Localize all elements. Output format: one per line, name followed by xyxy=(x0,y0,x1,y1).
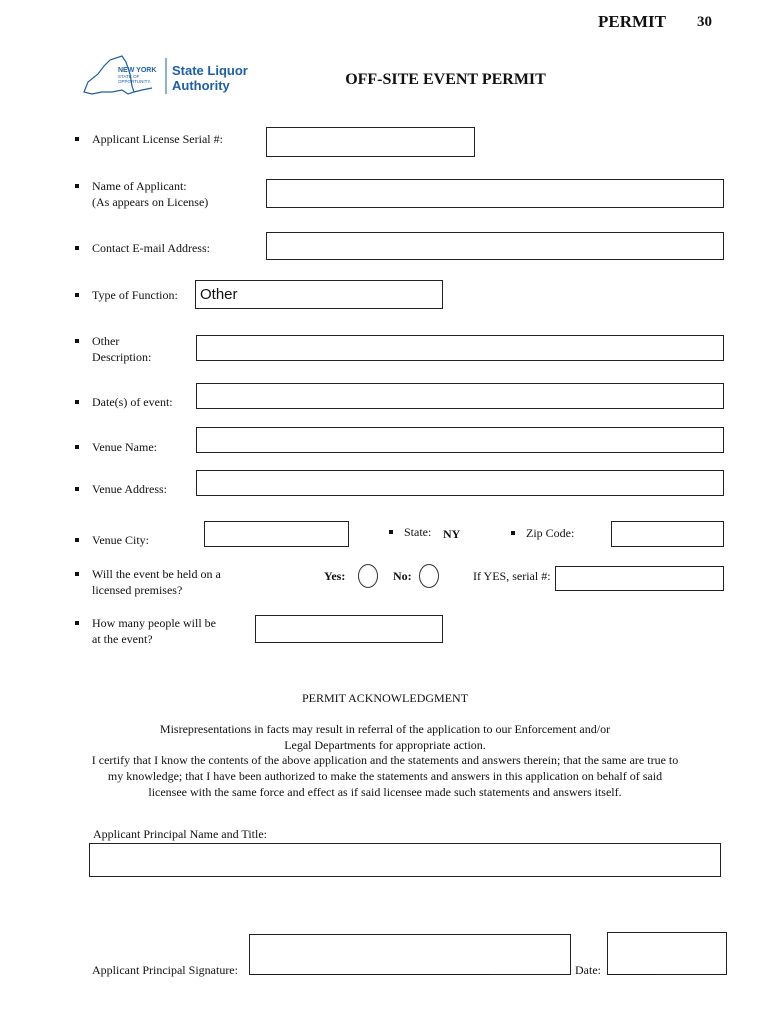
event-dates-field[interactable] xyxy=(196,383,724,409)
venue-address-input[interactable] xyxy=(197,471,723,495)
logo-state-line1: NEW YORK xyxy=(118,67,157,74)
other-description-label-line1: Other xyxy=(92,334,120,348)
logo-agency-line1: State Liquor xyxy=(172,63,248,78)
bullet-icon xyxy=(75,137,79,141)
bullet-icon xyxy=(511,531,515,535)
licensed-premises-label-line2: licensed premises? xyxy=(92,583,183,597)
bullet-icon xyxy=(75,621,79,625)
license-serial-label: Applicant License Serial #: xyxy=(92,132,223,146)
function-type-input[interactable] xyxy=(196,281,442,308)
event-dates-input[interactable] xyxy=(197,384,723,408)
other-description-label-line2: Description: xyxy=(92,350,152,364)
date-line: ________ xyxy=(609,962,657,976)
license-serial-field[interactable] xyxy=(266,127,475,157)
bullet-icon xyxy=(75,487,79,491)
date-label: Date: xyxy=(575,963,601,977)
function-type-field[interactable] xyxy=(195,280,443,309)
form-name: PERMIT xyxy=(598,12,666,31)
yes-radio[interactable] xyxy=(358,564,378,588)
attendance-label-line1: How many people will be xyxy=(92,616,216,630)
event-dates-label: Date(s) of event: xyxy=(92,395,173,409)
signature-line: ________________________________________ xyxy=(252,962,492,976)
venue-city-field[interactable] xyxy=(204,521,349,547)
zip-code-field[interactable] xyxy=(611,521,724,547)
logo-state-line3: OPPORTUNITY. xyxy=(118,79,152,84)
licensed-premises-label-line1: Will the event be held on a xyxy=(92,567,221,581)
acknowledgment-line5: licensee with the same force and effect as if said licensee made such statements and answers itself. xyxy=(148,785,622,799)
signature-label: Applicant Principal Signature: xyxy=(92,963,238,977)
acknowledgment-line4: my knowledge; that I have been authorized to make the statements and answers in this application on behalf of said xyxy=(107,769,663,783)
other-description-input[interactable] xyxy=(197,336,723,360)
serial-label: If YES, serial #: xyxy=(473,569,551,583)
bullet-icon xyxy=(75,184,79,188)
venue-address-label: Venue Address: xyxy=(92,482,167,496)
applicant-name-label-line1: Name of Applicant: xyxy=(92,179,187,193)
page-title: OFF-SITE EVENT PERMIT xyxy=(345,71,546,88)
other-description-field[interactable] xyxy=(196,335,724,361)
applicant-name-label xyxy=(92,178,208,210)
acknowledgment-heading: PERMIT ACKNOWLEDGMENT xyxy=(301,691,469,705)
attendance-label-line2: at the event? xyxy=(92,632,153,646)
logo-agency-line2: Authority xyxy=(172,78,230,93)
yes-label: Yes: xyxy=(324,569,346,583)
venue-city-input[interactable] xyxy=(205,522,348,546)
attendance-field[interactable] xyxy=(255,615,443,643)
attendance-label xyxy=(92,615,216,647)
no-label: No: xyxy=(393,569,412,583)
email-input[interactable] xyxy=(267,233,723,259)
attendance-input[interactable] xyxy=(256,616,442,642)
venue-name-input[interactable] xyxy=(197,428,723,452)
acknowledgment-line2: Legal Departments for appropriate action. xyxy=(284,738,486,752)
applicant-name-input[interactable] xyxy=(267,180,723,207)
applicant-name-field[interactable] xyxy=(266,179,724,208)
other-description-label xyxy=(92,333,151,365)
acknowledgment-line1: Misrepresentations in facts may result in referral of the application to our Enforcement and/or xyxy=(159,722,611,736)
acknowledgment-line3: I certify that I know the contents of the above application and the statements and answers therein; that the same are true to xyxy=(91,753,679,767)
venue-city-label: Venue City: xyxy=(92,533,149,547)
principal-name-label: Applicant Principal Name and Title: xyxy=(93,827,267,841)
zip-code-label: Zip Code: xyxy=(526,526,575,540)
zip-code-input[interactable] xyxy=(612,522,723,546)
bullet-icon xyxy=(75,400,79,404)
premises-serial-input[interactable] xyxy=(556,567,723,590)
principal-name-input[interactable] xyxy=(90,844,720,876)
bullet-icon xyxy=(75,445,79,449)
email-field[interactable] xyxy=(266,232,724,260)
function-type-label: Type of Function: xyxy=(92,288,178,302)
state-label: State: xyxy=(404,525,432,539)
logo-state-line2: STATE OF xyxy=(118,74,140,79)
no-radio[interactable] xyxy=(419,564,439,588)
bullet-icon xyxy=(75,246,79,250)
venue-name-label: Venue Name: xyxy=(92,440,157,454)
principal-name-field[interactable] xyxy=(89,843,721,877)
licensed-premises-label xyxy=(92,566,221,598)
applicant-name-label-line2: (As appears on License) xyxy=(92,195,209,209)
bullet-icon xyxy=(75,339,79,343)
bullet-icon xyxy=(389,530,393,534)
email-label: Contact E-mail Address: xyxy=(92,241,210,255)
bullet-icon xyxy=(75,293,79,297)
bullet-icon xyxy=(75,538,79,542)
form-number: 30 xyxy=(697,14,712,30)
state-value: NY xyxy=(443,527,461,541)
bullet-icon xyxy=(75,572,79,576)
venue-name-field[interactable] xyxy=(196,427,724,453)
venue-address-field[interactable] xyxy=(196,470,724,496)
license-serial-input[interactable] xyxy=(267,128,474,156)
premises-serial-field[interactable] xyxy=(555,566,724,591)
